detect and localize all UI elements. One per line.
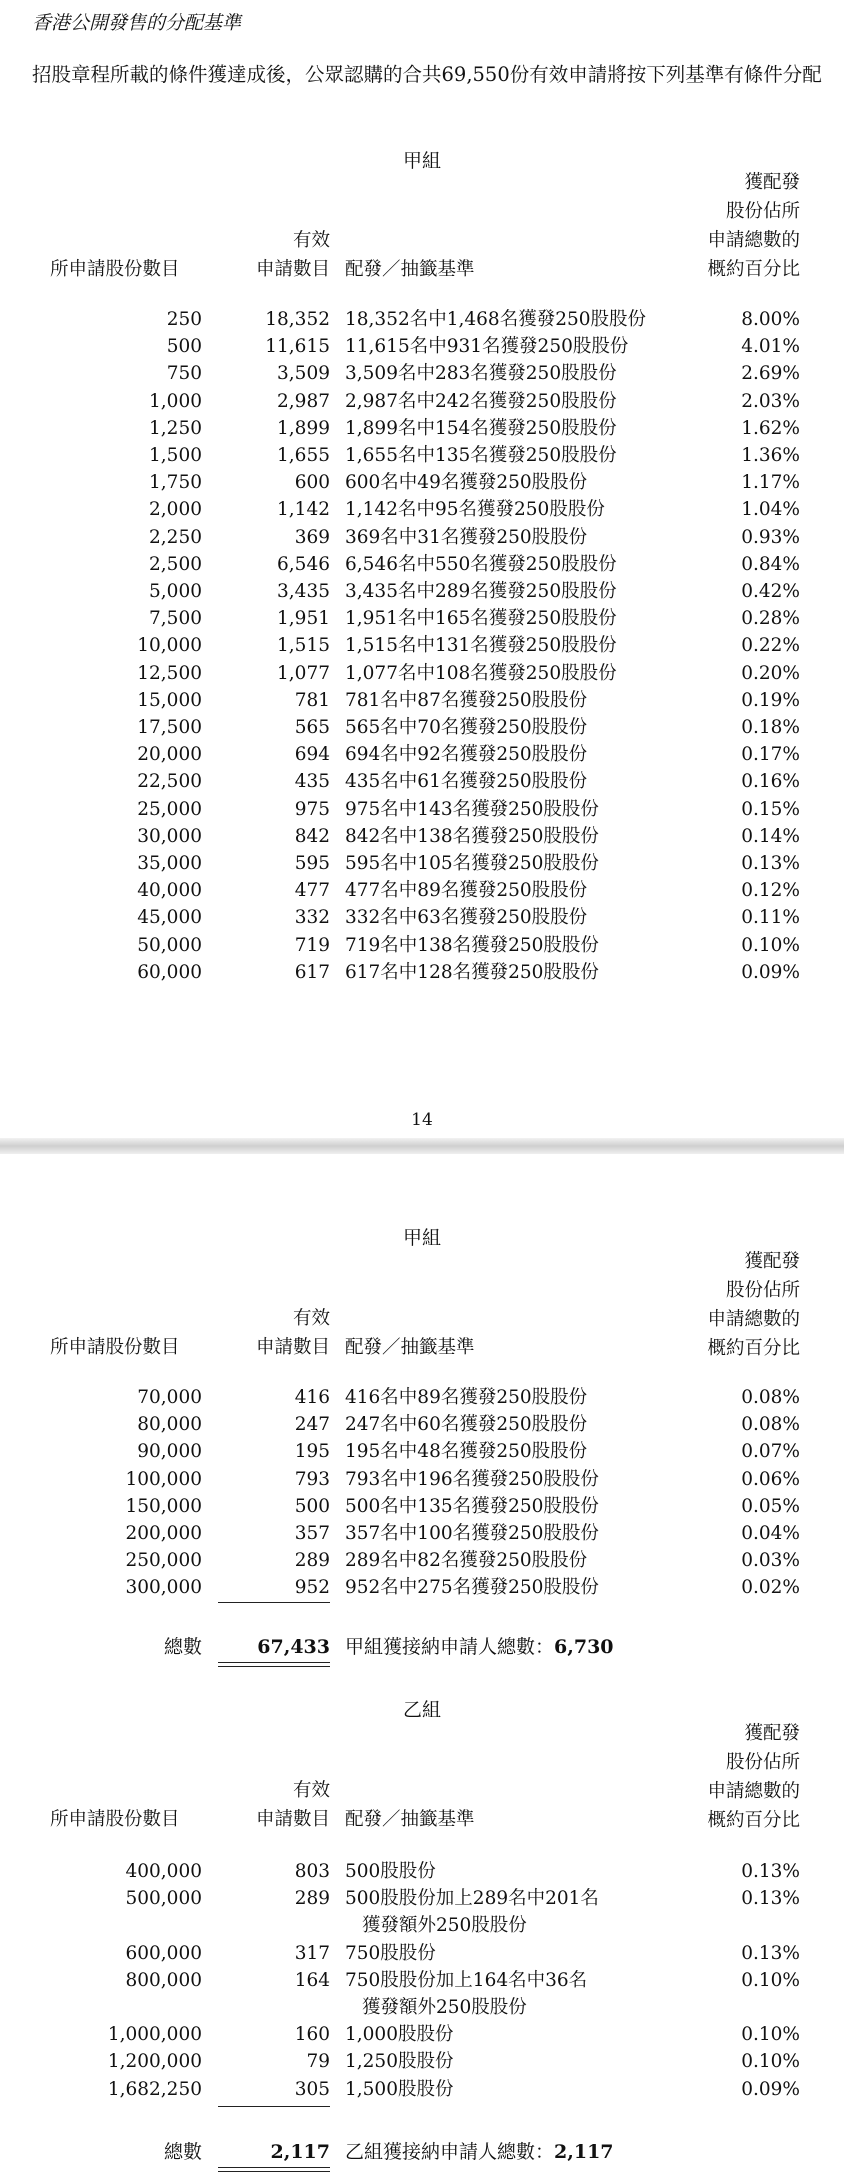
allotment-basis-cell: 6,546名中550名獲發250股股份	[345, 553, 617, 575]
valid-applications-cell: 975	[294, 798, 330, 820]
allotment-basis-cell: 500股股份	[345, 1861, 436, 1882]
valid-applications-cell: 595	[294, 853, 330, 874]
percentage-cell: 0.14%	[741, 825, 800, 847]
header-shares-applied: 所申請股份數目	[50, 259, 180, 280]
group-title: 甲組	[402, 150, 441, 172]
shares-applied-cell: 40,000	[137, 880, 202, 902]
table-row	[0, 632, 844, 659]
table-row	[0, 932, 844, 959]
percentage-cell: 2.69%	[741, 363, 800, 385]
table-row	[0, 850, 844, 877]
allotment-basis-cell: 477名中89名獲發250股股份	[345, 880, 588, 902]
shares-applied-cell: 5,000	[149, 581, 202, 602]
table-row	[0, 660, 844, 687]
table-row	[0, 1574, 844, 1601]
percentage-cell: 0.10%	[741, 2051, 800, 2073]
table-row	[0, 605, 844, 632]
valid-applications-cell: 1,655	[277, 445, 330, 466]
shares-applied-cell: 300,000	[125, 1577, 202, 1599]
valid-applications-cell: 195	[294, 1441, 330, 1463]
shares-applied-cell: 15,000	[137, 689, 202, 711]
double-rule	[218, 1662, 330, 1663]
total-text: 乙組獲接納申請人總數：2,117	[345, 2141, 614, 2163]
double-rule	[218, 1666, 330, 1667]
shares-applied-cell: 500	[166, 336, 202, 358]
header-shares-applied: 所申請股份數目	[50, 1337, 180, 1358]
valid-applications-cell: 160	[294, 2024, 330, 2046]
shares-applied-cell: 1,000	[149, 390, 202, 412]
table-row	[0, 1940, 844, 1967]
allotment-basis-cell: 1,000股股份	[345, 2024, 454, 2046]
valid-applications-cell: 600	[294, 472, 330, 494]
table-row	[0, 333, 844, 360]
table-row	[0, 768, 844, 795]
allotment-basis-cell: 1,951名中165名獲發250股股份	[345, 608, 617, 630]
shares-applied-cell: 400,000	[125, 1861, 202, 1882]
header-basis: 配發／抽籤基準	[345, 259, 475, 280]
percentage-cell: 0.05%	[741, 1495, 800, 1517]
valid-applications-cell: 803	[294, 1861, 330, 1882]
valid-applications-cell: 793	[294, 1468, 330, 1490]
shares-applied-cell: 12,500	[137, 662, 202, 684]
allotment-basis-cell: 1,899名中154名獲發250股股份	[345, 417, 617, 439]
group-title: 甲組	[402, 1227, 441, 1249]
total-value: 67,433	[257, 1636, 330, 1658]
shares-applied-cell: 20,000	[137, 744, 202, 766]
table-row	[0, 1885, 844, 1912]
shares-applied-cell: 2,250	[149, 526, 202, 548]
allotment-basis-cell: 1,142名中95名獲發250股股份	[345, 499, 605, 521]
group-b-total-row	[0, 2137, 844, 2167]
allotment-basis-cell: 3,509名中283名獲發250股股份	[345, 363, 617, 385]
table-row	[0, 496, 844, 523]
table-row	[0, 877, 844, 904]
table-row	[0, 578, 844, 605]
valid-applications-cell: 1,951	[277, 608, 330, 630]
subtotal-rule	[218, 1602, 330, 1603]
percentage-cell: 0.10%	[741, 1969, 800, 1991]
table-row-continuation	[0, 1994, 844, 2021]
percentage-cell: 1.17%	[741, 472, 800, 494]
table-row	[0, 1967, 844, 1994]
allotment-basis-cell: 195名中48名獲發250股股份	[345, 1441, 588, 1463]
allotment-basis-cell: 289名中82名獲發250股股份	[345, 1550, 588, 1572]
percentage-cell: 0.06%	[741, 1468, 800, 1490]
percentage-cell: 0.93%	[741, 526, 800, 548]
valid-applications-cell: 357	[294, 1523, 330, 1544]
subtotal-rule	[218, 2106, 330, 2107]
percentage-cell: 0.17%	[741, 744, 800, 766]
allotment-basis-cell-cont: 獲發額外250股股份	[362, 1997, 527, 2018]
header-basis: 配發／抽籤基準	[345, 1337, 475, 1358]
table-row	[0, 415, 844, 442]
valid-applications-cell: 3,435	[277, 581, 330, 602]
valid-applications-cell: 1,899	[277, 417, 330, 439]
percentage-cell: 0.11%	[741, 907, 800, 929]
shares-applied-cell: 50,000	[137, 934, 202, 956]
valid-applications-cell: 289	[294, 1550, 330, 1572]
allotment-basis-cell: 18,352名中1,468名獲發250股股份	[345, 309, 647, 330]
header-percentage: 獲配發 股份佔所 申請總數的 概約百分比	[707, 172, 800, 280]
allotment-basis-cell: 719名中138名獲發250股股份	[345, 934, 599, 956]
table-row	[0, 551, 844, 578]
allotment-basis-cell: 11,615名中931名獲發250股股份	[345, 336, 629, 358]
allotment-basis-cell: 694名中92名獲發250股股份	[345, 744, 588, 766]
table-row	[0, 1520, 844, 1547]
percentage-cell: 0.15%	[741, 798, 800, 820]
header-basis: 配發／抽籤基準	[345, 1809, 475, 1830]
allotment-basis-cell: 247名中60名獲發250股股份	[345, 1414, 588, 1436]
total-value: 2,117	[270, 2141, 330, 2163]
allotment-basis-cell: 416名中89名獲發250股股份	[345, 1387, 588, 1408]
allotment-basis-cell: 435名中61名獲發250股股份	[345, 771, 588, 793]
double-rule	[218, 2171, 330, 2172]
allotment-basis-cell: 2,987名中242名獲發250股股份	[345, 390, 617, 412]
percentage-cell: 0.03%	[741, 1550, 800, 1572]
allotment-basis-cell: 617名中128名獲發250股股份	[345, 961, 599, 983]
valid-applications-cell: 842	[294, 825, 330, 847]
percentage-cell: 4.01%	[741, 336, 800, 358]
valid-applications-cell: 369	[294, 526, 330, 548]
table-row	[0, 442, 844, 469]
percentage-cell: 0.20%	[741, 662, 800, 684]
allotment-basis-cell: 357名中100名獲發250股股份	[345, 1523, 599, 1544]
header-percentage: 獲配發 股份佔所 申請總數的 概約百分比	[707, 1251, 800, 1359]
allotment-basis-cell: 3,435名中289名獲發250股股份	[345, 581, 617, 602]
group-title: 乙組	[402, 1699, 441, 1721]
percentage-cell: 0.10%	[741, 2024, 800, 2046]
table-row	[0, 714, 844, 741]
valid-applications-cell: 500	[294, 1495, 330, 1517]
percentage-cell: 0.28%	[741, 608, 800, 630]
valid-applications-cell: 1,077	[277, 662, 330, 684]
allotment-basis-cell: 750股股份加上164名中36名	[345, 1969, 588, 1991]
valid-applications-cell: 3,509	[277, 363, 330, 385]
table-row	[0, 1547, 844, 1574]
valid-applications-cell: 617	[294, 961, 330, 983]
percentage-cell: 2.03%	[741, 390, 800, 412]
valid-applications-cell: 477	[294, 880, 330, 902]
percentage-cell: 0.19%	[741, 689, 800, 711]
percentage-cell: 0.13%	[741, 1861, 800, 1882]
valid-applications-cell: 781	[294, 689, 330, 711]
shares-applied-cell: 90,000	[137, 1441, 202, 1463]
valid-applications-cell: 11,615	[265, 336, 330, 358]
shares-applied-cell: 1,682,250	[107, 2078, 202, 2100]
table-row	[0, 1493, 844, 1520]
shares-applied-cell: 250	[166, 309, 202, 330]
allotment-basis-cell: 1,515名中131名獲發250股股份	[345, 635, 617, 657]
valid-applications-cell: 18,352	[265, 309, 330, 330]
table-row	[0, 1466, 844, 1493]
shares-applied-cell: 1,250	[149, 417, 202, 439]
group-a-total-row	[0, 1632, 844, 1662]
shares-applied-cell: 800,000	[125, 1969, 202, 1991]
percentage-cell: 1.62%	[741, 417, 800, 439]
shares-applied-cell: 80,000	[137, 1414, 202, 1436]
table-row	[0, 796, 844, 823]
allotment-basis-cell: 332名中63名獲發250股股份	[345, 907, 588, 929]
percentage-cell: 0.07%	[741, 1441, 800, 1463]
allotment-basis-cell: 595名中105名獲發250股股份	[345, 853, 599, 874]
percentage-cell: 8.00%	[741, 309, 800, 330]
section-title: 香港公開發售的分配基準	[32, 12, 242, 34]
page-number: 14	[411, 1110, 433, 1130]
header-shares-applied: 所申請股份數目	[50, 1809, 180, 1830]
valid-applications-cell: 2,987	[277, 390, 330, 412]
allotment-basis-cell: 600名中49名獲發250股股份	[345, 472, 588, 494]
shares-applied-cell: 500,000	[125, 1888, 202, 1910]
table-row	[0, 2048, 844, 2075]
percentage-cell: 0.22%	[741, 635, 800, 657]
table-row	[0, 904, 844, 931]
valid-applications-cell: 1,142	[277, 499, 330, 521]
valid-applications-cell: 247	[294, 1414, 330, 1436]
table-row	[0, 959, 844, 986]
shares-applied-cell: 30,000	[137, 825, 202, 847]
valid-applications-cell: 1,515	[277, 635, 330, 657]
valid-applications-cell: 305	[294, 2078, 330, 2100]
allotment-basis-cell: 369名中31名獲發250股股份	[345, 526, 588, 548]
allotment-basis-cell: 500股股份加上289名中201名	[345, 1888, 599, 1910]
page-divider	[0, 1138, 844, 1154]
shares-applied-cell: 25,000	[137, 798, 202, 820]
valid-applications-cell: 332	[294, 907, 330, 929]
allotment-basis-cell: 975名中143名獲發250股股份	[345, 798, 599, 820]
percentage-cell: 0.13%	[741, 853, 800, 874]
valid-applications-cell: 317	[294, 1942, 330, 1964]
percentage-cell: 0.18%	[741, 717, 800, 738]
valid-applications-cell: 289	[294, 1888, 330, 1910]
percentage-cell: 0.12%	[741, 880, 800, 902]
allotment-basis-cell: 1,077名中108名獲發250股股份	[345, 662, 617, 684]
allotment-basis-cell: 793名中196名獲發250股股份	[345, 1468, 599, 1490]
valid-applications-cell: 79	[306, 2051, 330, 2073]
header-valid-applications: 有效 申請數目	[255, 1780, 330, 1830]
shares-applied-cell: 600,000	[125, 1942, 202, 1964]
table-row	[0, 687, 844, 714]
percentage-cell: 0.84%	[741, 553, 800, 575]
percentage-cell: 1.04%	[741, 499, 800, 521]
percentage-cell: 0.08%	[741, 1414, 800, 1436]
table-row	[0, 1411, 844, 1438]
shares-applied-cell: 2,500	[149, 553, 202, 575]
valid-applications-cell: 952	[294, 1577, 330, 1599]
total-label: 總數	[163, 1636, 202, 1658]
shares-applied-cell: 200,000	[125, 1523, 202, 1544]
double-rule	[218, 2167, 330, 2168]
shares-applied-cell: 10,000	[137, 635, 202, 657]
table-row	[0, 524, 844, 551]
valid-applications-cell: 435	[294, 771, 330, 793]
allotment-basis-cell: 842名中138名獲發250股股份	[345, 825, 599, 847]
percentage-cell: 0.13%	[741, 1888, 800, 1910]
table-row	[0, 823, 844, 850]
table-row	[0, 388, 844, 415]
allotment-basis-cell: 781名中87名獲發250股股份	[345, 689, 588, 711]
shares-applied-cell: 35,000	[137, 853, 202, 874]
table-row	[0, 306, 844, 333]
table-row	[0, 360, 844, 387]
valid-applications-cell: 565	[294, 717, 330, 738]
allotment-basis-cell: 750股股份	[345, 1942, 436, 1964]
allotment-basis-cell: 1,250股股份	[345, 2051, 454, 2073]
percentage-cell: 0.42%	[741, 581, 800, 602]
header-valid-applications: 有效 申請數目	[255, 230, 330, 280]
percentage-cell: 0.09%	[741, 2078, 800, 2100]
shares-applied-cell: 45,000	[137, 907, 202, 929]
shares-applied-cell: 2,000	[149, 499, 202, 521]
table-row	[0, 1438, 844, 1465]
table-row	[0, 2021, 844, 2048]
valid-applications-cell: 719	[294, 934, 330, 956]
allotment-basis-cell: 1,655名中135名獲發250股股份	[345, 445, 617, 466]
shares-applied-cell: 22,500	[137, 771, 202, 793]
shares-applied-cell: 17,500	[137, 717, 202, 738]
intro-paragraph: 招股章程所載的條件獲達成後，公眾認購的合共69,550份有效申請將按下列基準有條件分配	[32, 63, 822, 86]
percentage-cell: 0.09%	[741, 961, 800, 983]
percentage-cell: 1.36%	[741, 445, 800, 466]
shares-applied-cell: 1,750	[149, 472, 202, 494]
shares-applied-cell: 60,000	[137, 961, 202, 983]
shares-applied-cell: 1,500	[149, 445, 202, 466]
table-row-continuation	[0, 1912, 844, 1939]
allotment-basis-cell: 1,500股股份	[345, 2078, 454, 2100]
percentage-cell: 0.16%	[741, 771, 800, 793]
allotment-basis-cell: 500名中135名獲發250股股份	[345, 1495, 599, 1517]
percentage-cell: 0.04%	[741, 1523, 800, 1544]
shares-applied-cell: 100,000	[125, 1468, 202, 1490]
header-percentage: 獲配發 股份佔所 申請總數的 概約百分比	[707, 1723, 800, 1831]
valid-applications-cell: 416	[294, 1387, 330, 1408]
percentage-cell: 0.13%	[741, 1942, 800, 1964]
total-label: 總數	[163, 2141, 202, 2163]
shares-applied-cell: 250,000	[125, 1550, 202, 1572]
shares-applied-cell: 1,000,000	[107, 2024, 202, 2046]
valid-applications-cell: 694	[294, 744, 330, 766]
table-row	[0, 1384, 844, 1411]
shares-applied-cell: 750	[166, 363, 202, 385]
allotment-basis-cell-cont: 獲發額外250股股份	[362, 1915, 527, 1937]
table-row	[0, 469, 844, 496]
table-row	[0, 741, 844, 768]
total-text: 甲組獲接納申請人總數：6,730	[345, 1636, 614, 1658]
valid-applications-cell: 6,546	[277, 553, 330, 575]
allotment-basis-cell: 565名中70名獲發250股股份	[345, 717, 588, 738]
valid-applications-cell: 164	[294, 1969, 330, 1991]
shares-applied-cell: 70,000	[137, 1387, 202, 1408]
shares-applied-cell: 1,200,000	[107, 2051, 202, 2073]
shares-applied-cell: 150,000	[125, 1495, 202, 1517]
table-row	[0, 1858, 844, 1885]
table-row	[0, 2076, 844, 2103]
percentage-cell: 0.02%	[741, 1577, 800, 1599]
shares-applied-cell: 7,500	[149, 608, 202, 630]
percentage-cell: 0.08%	[741, 1387, 800, 1408]
allotment-basis-cell: 952名中275名獲發250股股份	[345, 1577, 599, 1599]
percentage-cell: 0.10%	[741, 934, 800, 956]
header-valid-applications: 有效 申請數目	[255, 1308, 330, 1358]
